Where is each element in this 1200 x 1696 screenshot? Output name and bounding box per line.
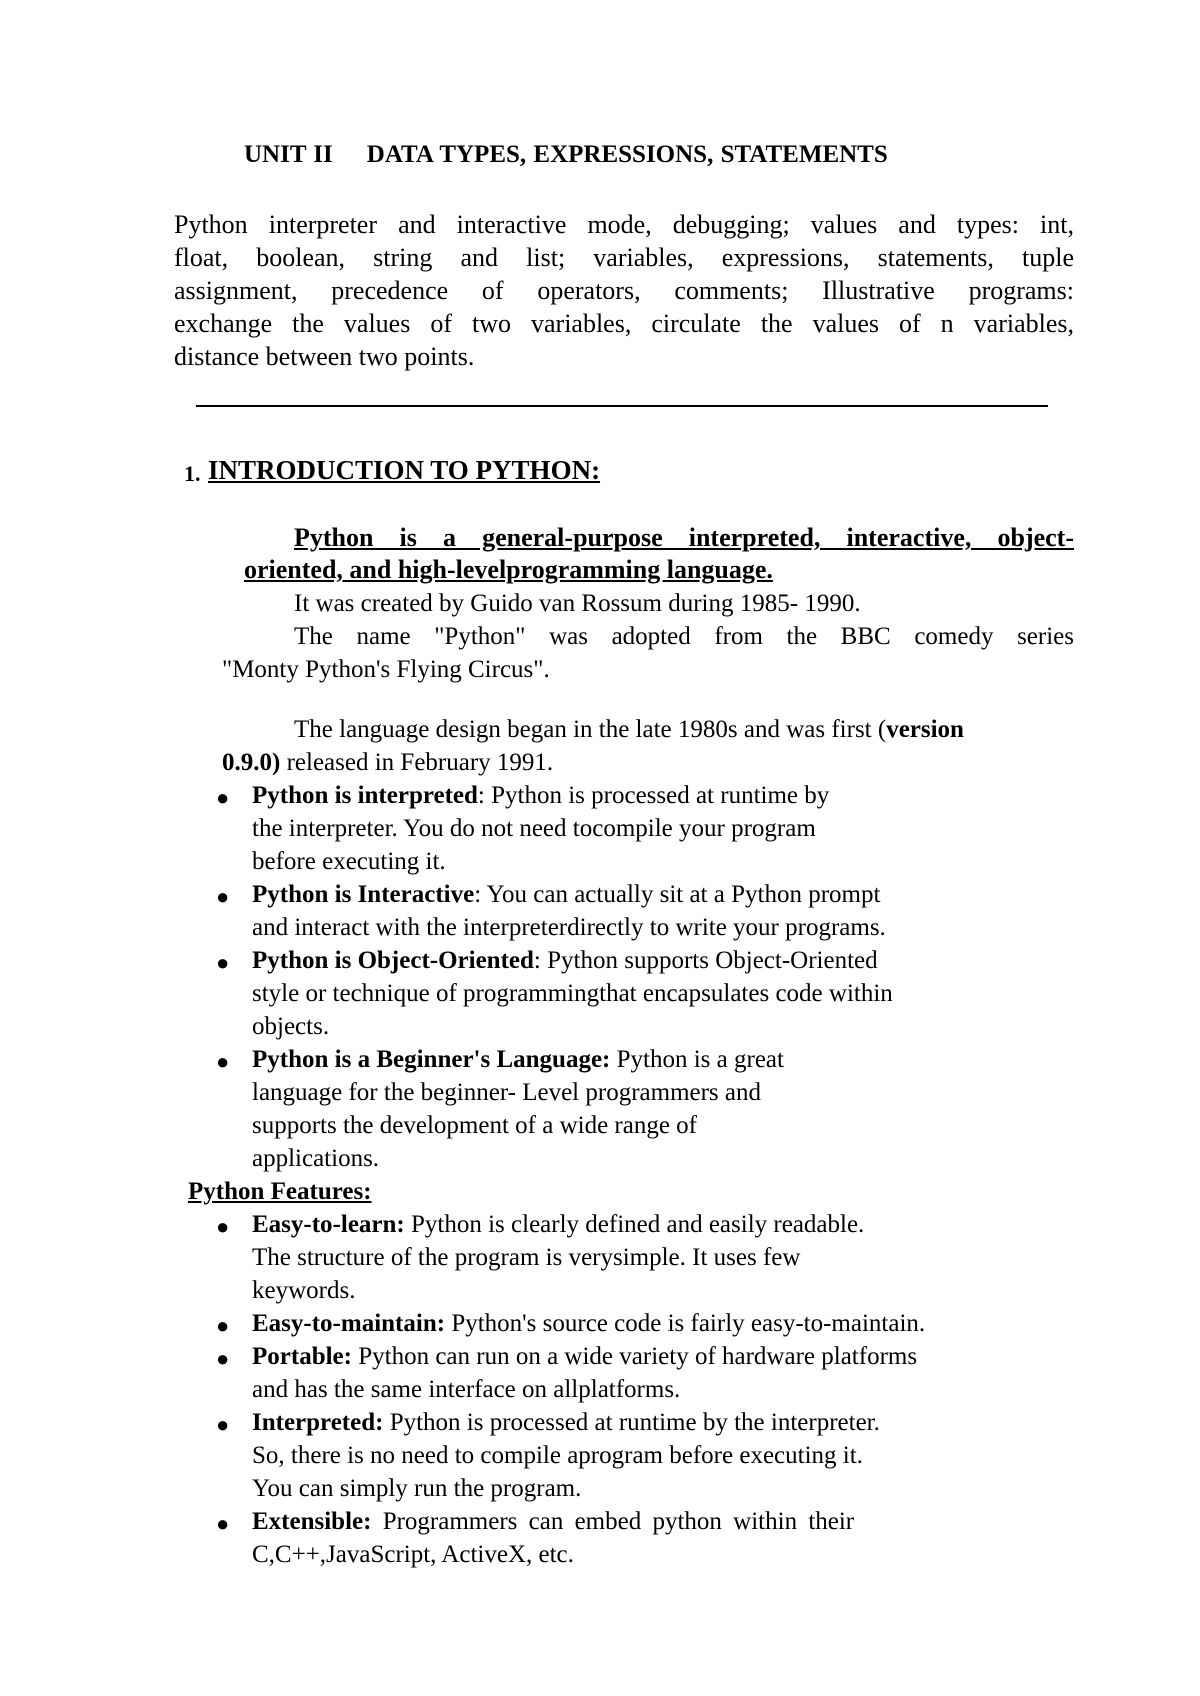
- features-heading: Python Features:: [188, 1178, 372, 1205]
- syllabus-line: float, boolean, string and list; variables, expressions, statements, tuple: [174, 243, 1074, 272]
- feature-text: Python's source code is fairly easy-to-maintain.: [445, 1310, 926, 1337]
- name-origin-line: The name "Python" was adopted from the BBC comedy series: [294, 623, 1074, 650]
- item-text: : You can actually sit at a Python prompt: [474, 881, 881, 908]
- name-origin-line: "Monty Python's Flying Circus".: [222, 656, 550, 683]
- item-term: Python is a Beginner's Language:: [252, 1046, 611, 1073]
- bullet-icon: ●: [216, 1049, 230, 1074]
- item-continuation: before executing it.: [252, 848, 446, 875]
- section-number: 1.: [184, 461, 201, 486]
- item-continuation: supports the development of a wide range of: [252, 1112, 698, 1139]
- item-continuation: style or technique of programmingthat encapsulates code within: [252, 980, 893, 1007]
- syllabus-line: exchange the values of two variables, circulate the values of n variables,: [174, 309, 1074, 338]
- created-text: It was created by Guido van Rossum during 1985- 1990.: [294, 590, 861, 617]
- item-term: Python is Interactive: [252, 881, 475, 908]
- feature-continuation: So, there is no need to compile aprogram before executing it.: [252, 1442, 863, 1469]
- feature-continuation: You can simply run the program.: [252, 1475, 582, 1502]
- bullet-icon: ●: [216, 1313, 230, 1338]
- feature-continuation: The structure of the program is verysimple. It uses few: [252, 1244, 801, 1271]
- definition-line: oriented, and high-levelprogramming language.: [244, 555, 773, 584]
- section-title: INTRODUCTION TO PYTHON:: [208, 455, 601, 485]
- syllabus-line: distance between two points.: [174, 342, 475, 371]
- feature-text: Python is clearly defined and easily readable.: [404, 1211, 865, 1238]
- feature-item: [252, 1341, 917, 1373]
- definition-line: Python is a general-purpose interpreted, interactive, object-: [294, 523, 1074, 552]
- feature-term: Interpreted:: [252, 1409, 384, 1436]
- bullet-icon: ●: [216, 884, 230, 909]
- list-item: [252, 780, 829, 812]
- feature-continuation: and has the same interface on allplatforms.: [252, 1376, 681, 1403]
- feature-term: Portable:: [252, 1343, 352, 1370]
- item-continuation: objects.: [252, 1013, 330, 1040]
- syllabus-line: assignment, precedence of operators, comments; Illustrative programs:: [174, 276, 1074, 305]
- syllabus-paragraph: [174, 208, 1074, 373]
- list-item: [252, 945, 878, 977]
- list-item: [252, 1044, 784, 1076]
- bullet-icon: ●: [216, 1346, 230, 1371]
- unit-number: UNIT II: [244, 141, 333, 168]
- unit-title: [244, 139, 888, 171]
- feature-continuation: C,C++,JavaScript, ActiveX, etc.: [252, 1541, 574, 1568]
- item-term: Python is interpreted: [252, 782, 478, 809]
- version-number: 0.9.0): [222, 749, 281, 776]
- feature-item: [252, 1209, 864, 1241]
- feature-term: Extensible:: [252, 1508, 372, 1535]
- bullet-icon: ●: [216, 950, 230, 975]
- feature-term: Easy-to-maintain:: [252, 1310, 446, 1337]
- item-continuation: applications.: [252, 1145, 380, 1172]
- item-continuation: the interpreter. You do not need tocompile your program: [252, 815, 816, 842]
- feature-item: [252, 1407, 880, 1439]
- feature-text: Python can run on a wide variety of hardware platforms: [351, 1343, 918, 1370]
- design-text: released in February 1991.: [280, 749, 554, 776]
- bullet-icon: ●: [216, 1214, 230, 1239]
- feature-term: Easy-to-learn:: [252, 1211, 405, 1238]
- bullet-icon: ●: [216, 785, 230, 810]
- list-item: [252, 879, 880, 911]
- feature-item: [252, 1308, 925, 1340]
- feature-continuation: keywords.: [252, 1277, 356, 1304]
- design-line: [222, 747, 553, 779]
- syllabus-line: Python interpreter and interactive mode, debugging; values and types: int,: [174, 210, 1074, 239]
- item-text: Python is a great: [610, 1046, 784, 1073]
- design-line: [294, 714, 964, 746]
- feature-item: [252, 1506, 854, 1538]
- feature-text: Programmers can embed python within their: [371, 1508, 855, 1535]
- feature-text: Python is processed at runtime by the interpreter.: [383, 1409, 880, 1436]
- item-term: Python is Object-Oriented: [252, 947, 534, 974]
- item-continuation: language for the beginner- Level programmers and: [252, 1079, 762, 1106]
- version-label: version: [886, 716, 964, 743]
- item-text: : Python is processed at runtime by: [477, 782, 830, 809]
- horizontal-rule: [196, 405, 1048, 407]
- design-text: The language design began in the late 1980s and was first (: [294, 716, 887, 743]
- item-continuation: and interact with the interpreterdirectly to write your programs.: [252, 914, 886, 941]
- unit-heading: DATA TYPES, EXPRESSIONS, STATEMENTS: [366, 141, 888, 168]
- bullet-icon: ●: [216, 1511, 230, 1536]
- item-text: : Python supports Object-Oriented: [533, 947, 878, 974]
- bullet-icon: ●: [216, 1412, 230, 1437]
